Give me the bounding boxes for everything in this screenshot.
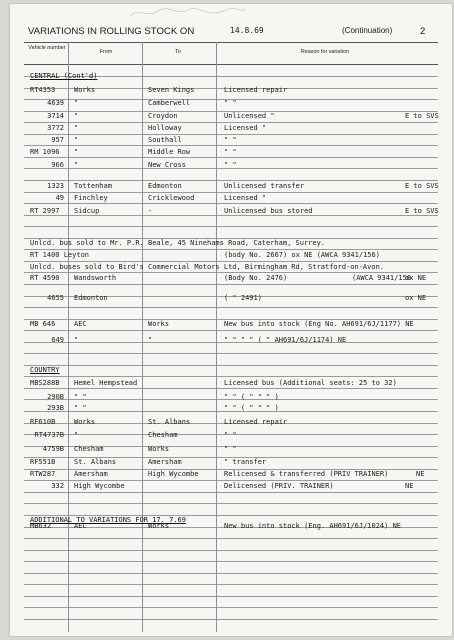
sold-note-body: (body No. 2667) ox NE (AWCA 9341/156) [224,251,380,259]
rule-line [24,388,438,389]
row-reason: " " ( " " " ) [224,404,279,412]
row-reason: " " [224,431,237,439]
sold-note-vehicle: RT 1400 Leyton [30,251,90,259]
row-to: - [148,207,153,215]
rule-line [24,145,438,146]
rule-line [24,619,438,620]
row-reason: Licensed " [224,194,267,202]
row-from: " [74,136,79,144]
row-vehicle: 332 [51,482,64,490]
row-from: Amersham [74,470,108,478]
section-country: COUNTRY [30,366,60,374]
sold-note-1: Unlcd. bus sold to Mr. P.R. Beale, 45 Ninehams Road, Caterham, Surrey. [30,239,326,247]
col-divider-3 [216,42,217,632]
row-reason: Licensed repair [224,86,288,94]
row-reason: ( " 2491) [224,294,262,302]
rule-line [24,157,438,158]
rule-line [24,503,438,504]
row-note: E to SVS [405,207,439,215]
row-to: Middle Row [148,148,191,156]
row-note: NE [405,482,414,490]
rule-line [24,330,438,331]
row-reason: " " [224,161,237,169]
row-vehicle: 4639 [47,99,64,107]
row-reason: Unlicensed bus stored [224,207,313,215]
row-reason: New bus into stock (Eng No. AH691/6J/1177) NE [224,320,414,328]
row-reason: " " [224,99,237,107]
row-from: AEC [74,522,87,530]
row-from: " [74,431,79,439]
row-from: " [74,336,79,344]
row-vehicle: 293B [47,404,64,412]
continuation-label: (Continuation) [342,26,393,35]
rule-line [24,492,438,493]
sold-note-2: Unlcd. buses sold to Bird's Commercial Motors Ltd, Birmingham Rd, Stratford-on-Avon. [30,263,385,271]
rule-line [24,261,438,262]
pencil-scribble [128,6,248,20]
row-vehicle: 3714 [47,112,64,120]
rule-line [24,573,438,574]
col-header-from: From [99,49,113,55]
rule-line [24,596,438,597]
row-reason: Delicensed (PRIV. TRAINER) [224,482,334,490]
row-to: Works [148,445,170,453]
col-header-reason: Reason for variation [300,49,350,55]
row-to: Works [148,320,170,328]
row-vehicle: 4759B [42,445,64,453]
row-from: Tottenham [74,182,112,190]
col-divider-2 [142,42,143,632]
row-from: " [74,148,79,156]
row-to: " [148,336,153,344]
row-vehicle: RM 1096 [30,148,60,156]
section-additional: ADDITIONAL TO VARIATIONS FOR 17. 7.69 [30,516,186,524]
row-to: High Wycombe [148,470,199,478]
rule-line [24,134,438,135]
row-from: " [74,112,79,120]
row-to: Works [148,522,170,530]
row-from: Hemel Hempstead [74,379,138,387]
row-from: " [74,124,79,132]
row-vehicle: RF610B [30,418,56,426]
row-from: St. Albans [74,458,117,466]
row-reason: Unlicensed " [224,112,275,120]
row-vehicle: MB 646 [30,320,56,328]
rule-line [24,307,438,308]
row-from: Works [74,86,96,94]
row-vehicle: 290B [47,393,64,401]
row-note: NE [416,470,425,478]
row-from: " " [74,404,87,412]
row-reason: (Body No. 2476) [224,274,288,282]
rule-line [24,284,438,285]
row-vehicle: MB632 [30,522,52,530]
rule-line [24,203,438,204]
row-vehicle: MBS288B [30,379,60,387]
page-title: VARIATIONS IN ROLLING STOCK ON [28,26,195,37]
row-note: E to SVS [405,182,439,190]
row-to: New Cross [148,161,186,169]
row-to: Camberwell [148,99,191,107]
row-vehicle: 1323 [47,182,64,190]
row-vehicle: 649 [51,336,64,344]
row-vehicle: 3772 [47,124,64,132]
page-date: 14.8.69 [230,26,264,35]
row-vehicle: 966 [51,161,64,169]
row-note: ox NE [405,294,427,302]
row-from: AEC [74,320,87,328]
row-vehicle: 4655 [47,294,64,302]
col-header-vehicle: Vehicle number [28,45,66,51]
row-reason: " " [224,136,237,144]
col-header-to: To [175,49,181,55]
row-reason: " " " " ( " AH691/6J/1174) NE [224,336,347,344]
row-from: High Wycombe [74,482,125,490]
row-reason: " transfer [224,458,267,466]
row-from: Works [74,418,96,426]
row-reason: Unlicensed transfer [224,182,305,190]
row-vehicle: RT 4590 [30,274,60,282]
row-vehicle: 49 [55,194,64,202]
rule-line [24,180,438,181]
row-from: Finchley [74,194,108,202]
rule-line [24,192,438,193]
header-bottom-rule [24,64,438,65]
row-to: Amersham [148,458,182,466]
row-reason: Relicensed & transferred (PRIV TRAINER) [224,470,389,478]
row-to: Holloway [148,124,182,132]
rule-line [24,584,438,585]
rule-line [24,376,438,377]
rule-line [24,550,438,551]
row-vehicle: RF551B [30,458,56,466]
rule-line [24,353,438,354]
rule-line [24,365,438,366]
row-reason: Licensed " [224,124,267,132]
row-vehicle: RT4353 [30,86,56,94]
row-to: Croydon [148,112,178,120]
page-number: 2 [420,26,426,37]
row-reason: " " [224,148,237,156]
header-top-rule [24,42,438,43]
row-from: " [74,161,79,169]
row-to: Edmonton [148,182,182,190]
row-vehicle: 957 [51,136,64,144]
row-reason: " " ( " " " ) [224,393,279,401]
row-to: St. Albans [148,418,191,426]
rule-line [24,538,438,539]
row-reason: New bus into stock (Eng. AH691/6J/1024) NE [224,522,402,530]
rule-line [24,561,438,562]
rule-line [24,226,438,227]
row-note: E to SVS [405,112,439,120]
row-vehicle: RT 2997 [30,207,60,215]
row-note: ox NE [405,274,427,282]
row-from: Sidcup [74,207,100,215]
row-reason: " " [224,445,237,453]
row-to: Cricklewood [148,194,195,202]
row-reason: Licensed repair [224,418,288,426]
sold-note-ref: (AWCA 9341/156 [352,274,412,282]
row-reason: Licensed bus (Additional seats: 25 to 32) [224,379,397,387]
row-from: " " [74,393,87,401]
section-central: CENTRAL (Cont'd) [30,72,98,80]
row-vehicle: RTW287 [30,470,56,478]
row-from: Edmonton [74,294,108,302]
document-page [10,4,452,636]
row-from: Wandsworth [74,274,117,282]
row-to: Seven Kings [148,86,195,94]
row-vehicle: RT4737B [34,431,64,439]
rule-line [24,607,438,608]
row-to: Southall [148,136,182,144]
row-to: Chesham [148,431,178,439]
row-from: " [74,99,79,107]
col-divider-1 [68,42,69,632]
row-from: Chesham [74,445,104,453]
